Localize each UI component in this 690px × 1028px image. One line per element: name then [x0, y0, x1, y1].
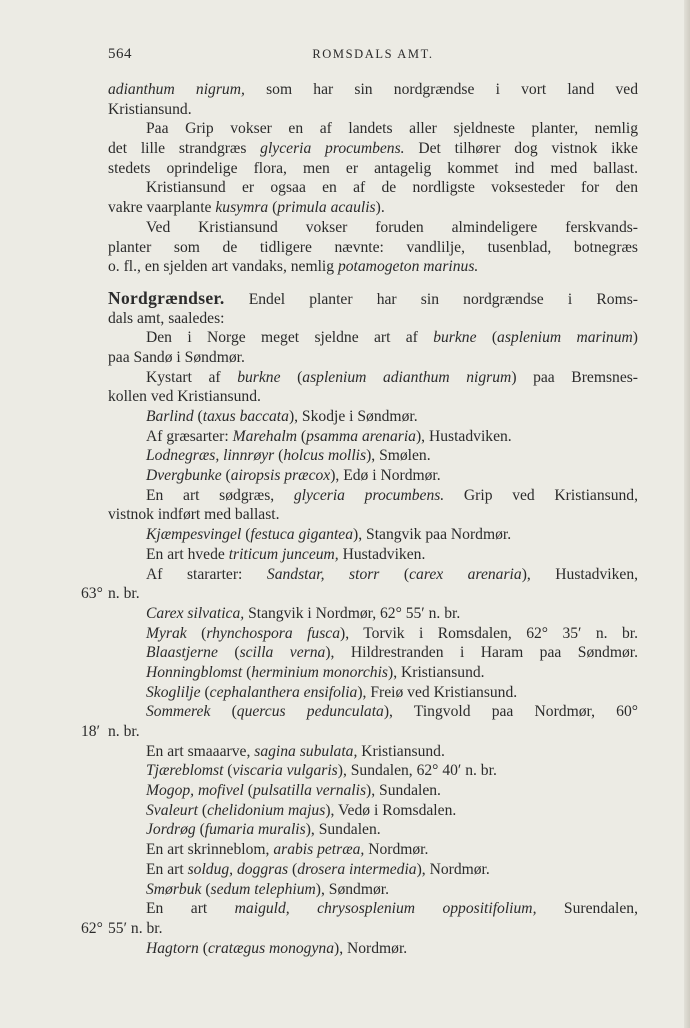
italic-term: arabis petræa, [273, 841, 365, 859]
text-run: Nordmør. [364, 841, 429, 859]
italic-term: Smørbuk [146, 880, 202, 898]
text-run: Af græsarter: [146, 427, 233, 445]
text-run: ), Freiø ved Kristiansund. [357, 683, 518, 701]
text-run: Grip ved Kristiansund, [444, 486, 638, 504]
italic-term: taxus baccata [202, 408, 289, 425]
text-run: ), Hustadviken, [521, 565, 639, 583]
text-run: ), Vedø i Romsdalen. [325, 801, 457, 819]
text-run: ), Torvik i Romsdalen, 62° 35′ n. br. [340, 624, 639, 642]
text-run: ), Søndmør. [315, 880, 390, 898]
italic-term: Svaleurt [146, 801, 198, 819]
text-run: 55′ n. br. [108, 919, 163, 937]
italic-term: maiguld, chrysosplenium oppositifolium, [234, 900, 537, 918]
text-line [108, 139, 638, 159]
italic-term: potamogeton marinus. [337, 258, 479, 276]
text-run: Stangvik i Nordmør, 62° 55′ n. br. [244, 604, 461, 622]
text-line [108, 880, 638, 900]
italic-term: chelidonium majus [207, 801, 326, 819]
text-run: Surendalen, [536, 900, 638, 918]
italic-term: Marehalm [232, 427, 297, 445]
text-run: ( [241, 526, 251, 544]
text-run: ( [195, 821, 205, 839]
text-line [108, 348, 638, 368]
text-run: En art sødgræs, [146, 486, 294, 504]
text-run: vakre vaarplante [108, 199, 216, 217]
text-line [108, 466, 638, 486]
text-line [108, 624, 638, 644]
italic-term: sagina subulata, [254, 742, 358, 760]
text-line [108, 840, 638, 860]
italic-term: rhynchospora fusca [206, 624, 340, 642]
page-number: 564 [108, 46, 132, 62]
italic-term: soldug, doggras [187, 860, 289, 878]
italic-term: asplenium marinum [497, 329, 633, 347]
text-run: ), Sundalen, 62° 40′ n. br. [337, 762, 497, 780]
text-line [108, 643, 638, 663]
text-run: ), Sundalen. [366, 782, 441, 800]
text-run: stedets oprindelige flora, men er antagelig kommet ind med ballast. [108, 159, 638, 177]
text-run: ), Nordmør. [334, 939, 408, 957]
text-line [108, 178, 638, 198]
text-run: Ved Kristiansund vokser foruden almindeligere ferskvands- [146, 218, 638, 236]
text-line [81, 722, 638, 742]
text-line [108, 119, 638, 139]
text-line [108, 545, 638, 565]
text-run: kollen ved Kristiansund. [108, 388, 261, 406]
text-run: Den i Norge meget sjeldne art af [146, 329, 434, 347]
text-run: ) paa Bremsnes- [511, 368, 638, 386]
italic-term: drosera intermedia [297, 860, 417, 878]
text-run: ( [197, 801, 208, 819]
italic-term: cratægus monogyna [207, 939, 334, 957]
text-run: Det tilhører dog vistnok ikke [404, 140, 638, 158]
text-line [108, 257, 638, 277]
text-line [108, 159, 638, 179]
italic-term: burkne [433, 329, 477, 347]
text-line [108, 683, 638, 703]
italic-term: Dvergbunke [146, 467, 222, 485]
text-run: ), Hustadviken. [415, 427, 512, 445]
text-run: Kystart af [146, 368, 238, 386]
italic-term: asplenium adianthum nigrum [302, 368, 512, 386]
text-run: ( [242, 663, 252, 681]
italic-term: glyceria procumbens. [260, 140, 405, 158]
italic-term: Kjæmpesvingel [146, 526, 242, 544]
margin-continuation: 63° [81, 585, 103, 603]
italic-term: Honningblomst [146, 663, 243, 681]
text-run: En art skrinneblom, [146, 841, 274, 859]
text-run: ( [223, 762, 233, 780]
text-run: Kristiansund. [357, 742, 445, 760]
italic-term: primula acaulis [277, 199, 376, 217]
text-line [108, 820, 638, 840]
italic-term: quercus pedunculata [236, 703, 384, 721]
text-line [108, 446, 638, 466]
italic-term: Sandstar, storr [266, 565, 380, 583]
text-run: paa Sandø i Søndmør. [108, 348, 245, 366]
text-run: ), Tingvold paa Nordmør, 60° [383, 703, 638, 721]
text-run: ), Nordmør. [416, 860, 490, 878]
italic-term: Skoglilje [146, 683, 201, 701]
text-run: ( [280, 368, 303, 386]
italic-term: scilla verna [239, 644, 326, 662]
text-line [108, 742, 638, 762]
margin-continuation: 18′ [81, 723, 101, 740]
text-run: ( [379, 565, 410, 583]
text-line [108, 100, 638, 120]
italic-term: festuca gigantea [250, 526, 354, 544]
italic-term: Blaastjerne [146, 644, 218, 662]
text-run: ( [288, 860, 298, 878]
italic-term: triticum junceum, [228, 545, 339, 563]
italic-term: Sommerek [146, 703, 211, 721]
text-line [108, 761, 638, 781]
text-run: ( [243, 782, 253, 800]
text-run: ), Stangvik paa Nordmør. [353, 526, 512, 544]
text-line [108, 939, 638, 959]
text-line [108, 407, 638, 427]
italic-term: cephalanthera ensifolia [209, 683, 358, 701]
text-run: ( [201, 880, 211, 898]
italic-term: Myrak [146, 624, 187, 642]
text-run: En art [146, 860, 188, 878]
text-run: ( [274, 447, 284, 465]
italic-term: sedum telephium [210, 880, 316, 898]
text-run: ), Edø i Nordmør. [330, 467, 441, 485]
italic-term: Barlind [146, 408, 194, 425]
text-line [108, 218, 638, 238]
text-run: ( [297, 427, 307, 445]
italic-term: pulsatilla vernalis [252, 782, 367, 800]
text-run: det lille strandgræs [108, 140, 261, 158]
text-line [108, 328, 638, 348]
text-run: ( [186, 624, 207, 642]
section-heading: Nordgrændser. [108, 287, 225, 308]
text-line [108, 368, 638, 388]
text-run: ). [375, 199, 385, 217]
text-run: ), Hildrestranden i Haram paa Søndmør. [325, 644, 638, 662]
text-run: ( [217, 644, 240, 662]
text-run: dals amt, saaledes: [108, 309, 225, 327]
text-run: vistnok indført med ballast. [108, 506, 280, 524]
text-run: som har sin nordgrændse i vort land ved [244, 81, 638, 98]
text-run: planter som de tidligere nævnte: vandlilje, tusenblad, botnegræs [108, 238, 638, 256]
italic-term: herminium monorchis [251, 663, 388, 681]
text-run: ), Kristiansund. [388, 663, 485, 681]
text-run: ( [268, 199, 278, 217]
text-line [108, 899, 638, 919]
text-line [108, 198, 638, 218]
text-line [108, 505, 638, 525]
text-line [108, 860, 638, 880]
text-run: o. fl., en sjelden art vandaks, nemlig [108, 258, 338, 276]
text-line [108, 486, 638, 506]
italic-term: airopsis præcox [230, 467, 331, 485]
text-run: ( [193, 408, 203, 425]
text-line [108, 781, 638, 801]
text-line [81, 584, 638, 604]
italic-term: Lodnegræs, linnrøyr [146, 447, 275, 465]
text-line [108, 289, 638, 309]
italic-term: kusymra [215, 199, 269, 217]
body-text [81, 80, 639, 958]
text-line [108, 702, 638, 722]
italic-term: Tjæreblomst [146, 762, 224, 780]
margin-continuation: 62° [81, 919, 103, 937]
page-edge-shadow [684, 0, 690, 1028]
text-line [108, 238, 638, 258]
italic-term: fumaria muralis [204, 821, 306, 839]
italic-term: glyceria procumbens. [293, 486, 445, 504]
italic-term: carex arenaria [409, 565, 522, 583]
text-line [108, 801, 638, 821]
text-run: ), Smølen. [366, 447, 431, 465]
text-run: ) [632, 329, 638, 347]
italic-term: holcus mollis [283, 447, 367, 465]
text-run: Af stararter: [146, 565, 267, 583]
italic-term: Carex silvatica, [146, 604, 245, 622]
text-run: Endel planter har sin nordgrændse i Roms- [224, 290, 638, 308]
text-run: n. br. [108, 723, 140, 740]
text-run: ), Skodje i Søndmør. [288, 408, 418, 425]
text-run: ), Sundalen. [305, 821, 381, 839]
text-run: Kristiansund er ogsaa en af de nordligste voksesteder for den [146, 179, 638, 197]
text-line [108, 309, 638, 329]
text-run: ( [221, 467, 231, 485]
text-run: ( [210, 703, 237, 721]
italic-term: viscaria vulgaris [232, 762, 338, 780]
italic-term: Hagtorn [146, 939, 199, 957]
text-run: En art [146, 900, 235, 918]
text-line [108, 387, 638, 407]
italic-term: Jordrøg [146, 821, 196, 839]
text-line [108, 565, 638, 585]
page-header [108, 46, 638, 66]
text-line [108, 604, 638, 624]
italic-term: psamma arenaria [306, 427, 416, 445]
text-line [108, 525, 638, 545]
text-run: n. br. [108, 585, 140, 603]
italic-term: Mogop, mofivel [146, 782, 244, 800]
text-line [108, 80, 638, 100]
text-run: En art hvede [146, 545, 229, 563]
text-line [81, 919, 638, 939]
text-run: ( [200, 683, 210, 701]
text-run: ( [198, 939, 208, 957]
text-run: ( [476, 329, 498, 347]
text-run: Paa Grip vokser en af landets aller sjeldneste planter, nemlig [146, 120, 638, 138]
running-head: ROMSDALS AMT. [312, 47, 434, 61]
text-run: Hustadviken. [338, 545, 426, 563]
text-run: En art smaaarve, [146, 742, 255, 760]
text-run: Kristiansund. [108, 100, 192, 118]
italic-term: burkne [237, 368, 281, 386]
text-line [108, 663, 638, 683]
text-line [108, 427, 638, 447]
italic-term: adianthum nigrum, [108, 81, 245, 98]
